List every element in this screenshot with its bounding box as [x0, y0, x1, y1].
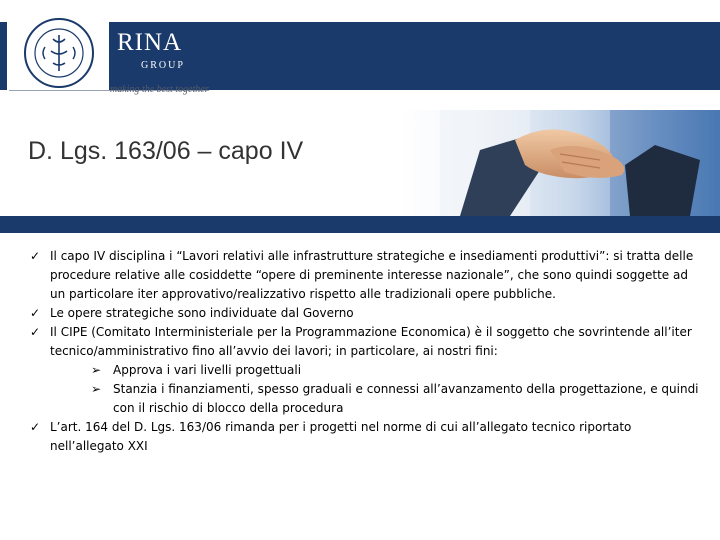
handshake-illustration: [400, 110, 720, 216]
sub-bullet-text: Approva i vari livelli progettuali: [113, 363, 302, 377]
arrow-icon: ➢: [91, 363, 102, 377]
bullet-text: Il CIPE (Comitato Interministeriale per la Programmazione Economica) è il soggetto che sovrintende all’iter tecnico/amministrativo fino all’avvio dei lavori; in particolare, ai nostri fini:: [50, 325, 692, 358]
logo-box: [7, 8, 109, 90]
brand-name: RINA: [117, 29, 183, 56]
bullet-item: [30, 247, 700, 304]
bullet-text: Le opere strategiche sono individuate dal Governo: [50, 306, 354, 320]
sub-bullet-item: [30, 380, 700, 418]
check-icon: ✓: [30, 325, 41, 339]
brand-group: GROUP: [141, 60, 185, 71]
bullet-text: Il capo IV disciplina i “Lavori relativi alle infrastrutture strategiche e insediamenti produttivi”: si tratta delle procedure relative alle cosiddette “opere di preminente interesse nazionale”, che sono quindi soggette ad un particolare iter approvativo/realizzativo rispetto alle tradizionali opere pubbliche.: [50, 249, 694, 301]
title-divider-bar: [0, 216, 720, 233]
sub-bullet-text: Stanzia i finanziamenti, spesso graduali e connessi all’avanzamento della progettazione, e quindi con il rischio di blocco della procedura: [113, 382, 699, 415]
arrow-icon: ➢: [91, 382, 102, 396]
bullet-item: [30, 304, 700, 323]
bullet-list: [30, 247, 700, 456]
bullet-item: [30, 323, 700, 361]
bullet-text: L’art. 164 del D. Lgs. 163/06 rimanda per i progetti nel norme di cui all’allegato tecnico riportato nell’allegato XXI: [50, 420, 632, 453]
sub-bullet-item: [30, 361, 700, 380]
check-icon: ✓: [30, 249, 41, 263]
check-icon: ✓: [30, 306, 41, 320]
slide-title: D. Lgs. 163/06 – capo IV: [28, 137, 304, 165]
handshake-image: [400, 110, 720, 216]
brand-tagline: making the best together: [110, 84, 209, 95]
rina-seal-logo: [23, 17, 95, 89]
bullet-item: [30, 418, 700, 456]
check-icon: ✓: [30, 420, 41, 434]
